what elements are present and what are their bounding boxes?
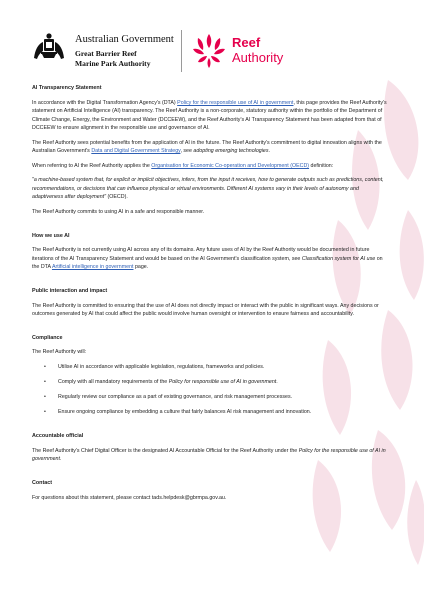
contact-heading: Contact <box>32 479 53 486</box>
list-item: • Utilise AI in accordance with applicable legislation, regulations, frameworks and policies. <box>58 363 390 371</box>
dta-policy-link[interactable]: Policy for the responsible use of AI in government <box>177 99 294 106</box>
data-digital-strategy-link[interactable]: Data and Digital Government Strategy <box>91 148 181 155</box>
commitment-paragraph: The Reef Authority commits to using AI in a safe and responsible manner. <box>32 208 205 215</box>
how-we-use-ai-heading: How we use AI <box>32 232 70 239</box>
reef-logo-line2: Authority <box>232 50 284 65</box>
benefits-paragraph: The Reef Authority sees potential benefits from the application of AI in the future. The Reef Authority's commitment to digital innovation aligns with the Australian Government's Data and Digital Government Strategy, see adopting emerging technologies. <box>32 139 382 155</box>
reef-authority-logo-icon <box>190 32 228 70</box>
coat-of-arms-icon <box>32 32 66 60</box>
accountable-official-paragraph: The Reef Authority's Chief Digital Officer is the designated AI Accountable Official for the Reef Authority under the Policy for the responsible use of AI in government. <box>32 447 386 463</box>
public-interaction-heading: Public interaction and impact <box>32 287 108 294</box>
list-item: • Regularly review our compliance as a part of existing governance, and risk management processes. <box>58 393 390 401</box>
oecd-link[interactable]: Organisation for Economic Co-operation and Development (OECD) <box>151 162 310 169</box>
public-interaction-paragraph: The Reef Authority is committed to ensuring that the use of AI does not directly impact or interact with the public in significant ways. Any decisions or outcomes generated by AI that could affect the public would involve human oversight or intervention to ensure fairness and accountability. <box>32 302 379 317</box>
definition-paragraph: When referring to AI the Reef Authority applies the Organisation for Economic Co-operation and Development (OECD) definition: <box>32 162 334 169</box>
oecd-quote: "a machine-based system that, for explicit or implicit objectives, infers, from the input it receives, how to generate outputs such as predictions, content, recommendations, or decisions that can influence physical or virtual environments. Different AI systems vary in their levels of autonomy and adaptiveness after deployment" (OECD). <box>32 177 384 201</box>
how-we-use-ai-paragraph: The Reef Authority is not currently using AI across any of its domains. Any future uses of AI by the Reef Authority would be documented in future iterations of the AI Transparency Statement and would be based on the AI Government's classification system, see Classification system for AI use on the DTA Artificial intelligence in government page. <box>32 247 383 271</box>
government-name: Australian Government <box>75 34 174 45</box>
page-header <box>32 26 392 76</box>
page-title: AI Transparency Statement <box>32 85 102 91</box>
header-divider <box>181 30 182 72</box>
compliance-list <box>32 363 390 416</box>
reef-logo-line1: Reef <box>232 35 261 50</box>
list-item: • Ensure ongoing compliance by embedding a culture that fairly balances AI risk management and innovation. <box>58 408 390 416</box>
ai-in-government-link[interactable]: Artificial intelligence in government <box>51 264 134 271</box>
statement-body <box>32 84 390 508</box>
agency-name: Great Barrier Reef Marine Park Authority <box>75 49 151 68</box>
contact-paragraph: For questions about this statement, please contact tads.helpdesk@gbrmpa.gov.au. <box>32 494 227 501</box>
intro-paragraph: In accordance with the Digital Transformation Agency's (DTA) Policy for the responsible use of AI in government, this page provides the Reef Authority's statement on Artificial Intelligence (AI) transparency. The Reef Authority is a non-corporate, statutory authority within the portfolio of the Department of Climate Change, Energy, the Environment and Water (DCCEEW), and the Reef Authority's AI Transparency Statement has been adapted from that of DCCEEW to ensure alignment in the responsible use and governance of AI. <box>32 99 387 131</box>
list-item: • Comply with all mandatory requirements of the Policy for responsible use of AI in government. <box>58 378 390 386</box>
compliance-heading: Compliance <box>32 334 63 341</box>
compliance-intro: The Reef Authority will: <box>32 349 87 356</box>
accountable-official-heading: Accountable official <box>32 433 84 440</box>
